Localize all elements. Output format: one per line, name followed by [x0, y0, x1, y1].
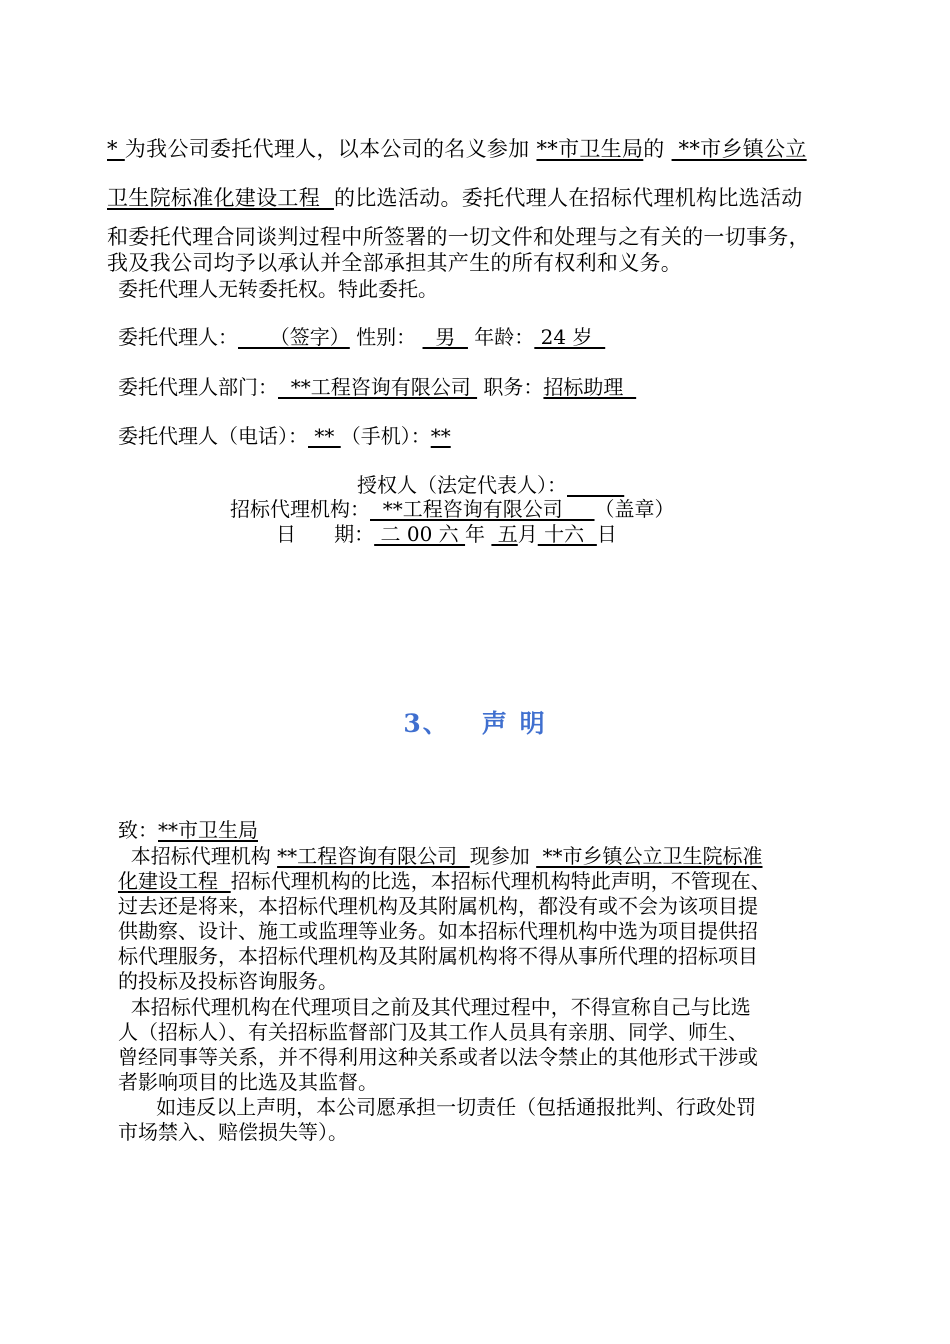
auth-line-4: 我及我公司均予以承认并全部承担其产生的所有权利和义务。 — [107, 251, 683, 275]
heading-title: 声 明 — [481, 709, 547, 738]
seal-label: （盖章） — [594, 497, 675, 521]
date-month-unit: 月 — [517, 522, 538, 546]
decl-p1-line-5: 标代理服务，本招标代理机构及其附属机构将不得从事所代理的招标项目 — [118, 944, 758, 968]
auth-line-5: 委托代理人无转委托权。特此委托。 — [118, 277, 438, 301]
age-value: 24 岁 — [534, 325, 606, 349]
date-label: 日 期： — [276, 522, 375, 546]
position-value: 招标助理 — [543, 375, 637, 399]
gender-label: 性别： — [349, 325, 423, 349]
date-month: 五 — [491, 522, 518, 546]
mobile-label: （手机）： — [340, 424, 431, 448]
decl-text: 本招标代理机构 — [118, 844, 278, 868]
heading-number: 3、 — [403, 709, 450, 738]
gender-value: 男 — [422, 325, 468, 349]
agency-name: **工程咨询有限公司 — [277, 844, 470, 868]
date-year: 二 00 六 — [374, 522, 466, 546]
authorizer-signature — [567, 473, 624, 497]
decl-p2-line-2: 人（招标人）、有关招标监督部门及其工作人员具有亲朋、同学、师生、 — [118, 1020, 748, 1044]
agent-label: 委托代理人： — [118, 325, 238, 349]
agent-info-line — [118, 325, 605, 349]
addressee-value: **市卫生局 — [158, 818, 258, 842]
decl-text: 招标代理机构的比选，本招标代理机构特此声明，不管现在、 — [230, 869, 771, 893]
mobile-value: ** — [430, 424, 451, 448]
auth-text: 为我公司委托代理人，以本公司的名义参加 — [124, 137, 537, 161]
decl-p1-line-1 — [118, 844, 763, 868]
date-line — [276, 522, 617, 546]
decl-p2-line-4: 者影响项目的比选及其监督。 — [118, 1070, 378, 1094]
decl-text: 现参加 — [469, 844, 537, 868]
addressee-label: 致： — [118, 818, 158, 842]
date-day-unit: 日 — [596, 522, 617, 546]
decl-p1-line-4: 供勘察、设计、施工或监理等业务。如本招标代理机构中选为项目提供招 — [118, 919, 758, 943]
decl-p2-line-1: 本招标代理机构在代理项目之前及其代理过程中，不得宣称自己与比选 — [118, 995, 751, 1019]
decl-p2-line-3: 曾经同事等关系，并不得利用这种关系或者以法令禁止的其他形式干涉或 — [118, 1045, 758, 1069]
agency-value: **工程咨询有限公司 — [370, 497, 595, 521]
dept-value: **工程咨询有限公司 — [278, 375, 478, 399]
phone-label: 委托代理人（电话）： — [118, 424, 308, 448]
decl-p3-line-2: 市场禁入、赔偿损失等）。 — [118, 1120, 348, 1144]
decl-p1-line-6: 的投标及投标咨询服务。 — [118, 969, 338, 993]
age-label: 年龄： — [467, 325, 535, 349]
auth-text: 的 — [643, 137, 672, 161]
authorizer-label: 授权人（法定代表人）： — [357, 473, 567, 497]
position-label: 职务： — [477, 375, 544, 399]
project-name: **市乡镇公立卫生院标准 — [536, 844, 763, 868]
date-day: 十六 — [537, 522, 597, 546]
date-year-unit: 年 — [465, 522, 492, 546]
decl-p1-line-3: 过去还是将来，本招标代理机构及其附属机构，都没有或不会为该项目提 — [118, 894, 758, 918]
project-name: **市乡镇公立 — [671, 137, 807, 161]
addressee-line — [118, 818, 258, 842]
auth-line-1 — [107, 137, 807, 161]
agent-dept-line — [118, 375, 636, 399]
client-name: **市卫生局 — [536, 137, 644, 161]
signature-field: （签字） — [238, 325, 350, 349]
agency-label: 招标代理机构： — [230, 497, 370, 521]
project-name: 化建设工程 — [118, 869, 231, 893]
phone-value: ** — [308, 424, 341, 448]
decl-p3-line-1: 如违反以上声明，本公司愿承担一切责任（包括通报批判、行政处罚 — [118, 1095, 757, 1119]
authorizer-line — [357, 473, 624, 497]
project-name: 卫生院标准化建设工程 — [107, 186, 334, 210]
agent-phone-line — [118, 424, 451, 448]
auth-line-3: 和委托代理合同谈判过程中所签署的一切文件和处理与之有关的一切事务， — [107, 225, 810, 249]
agent-name-blank: * — [107, 137, 125, 161]
dept-label: 委托代理人部门： — [118, 375, 278, 399]
decl-p1-line-2 — [118, 869, 771, 893]
section-heading — [0, 704, 950, 740]
auth-line-2 — [107, 186, 803, 210]
agency-line — [230, 497, 675, 521]
auth-text: 的比选活动。委托代理人在招标代理机构比选活动 — [333, 186, 803, 210]
